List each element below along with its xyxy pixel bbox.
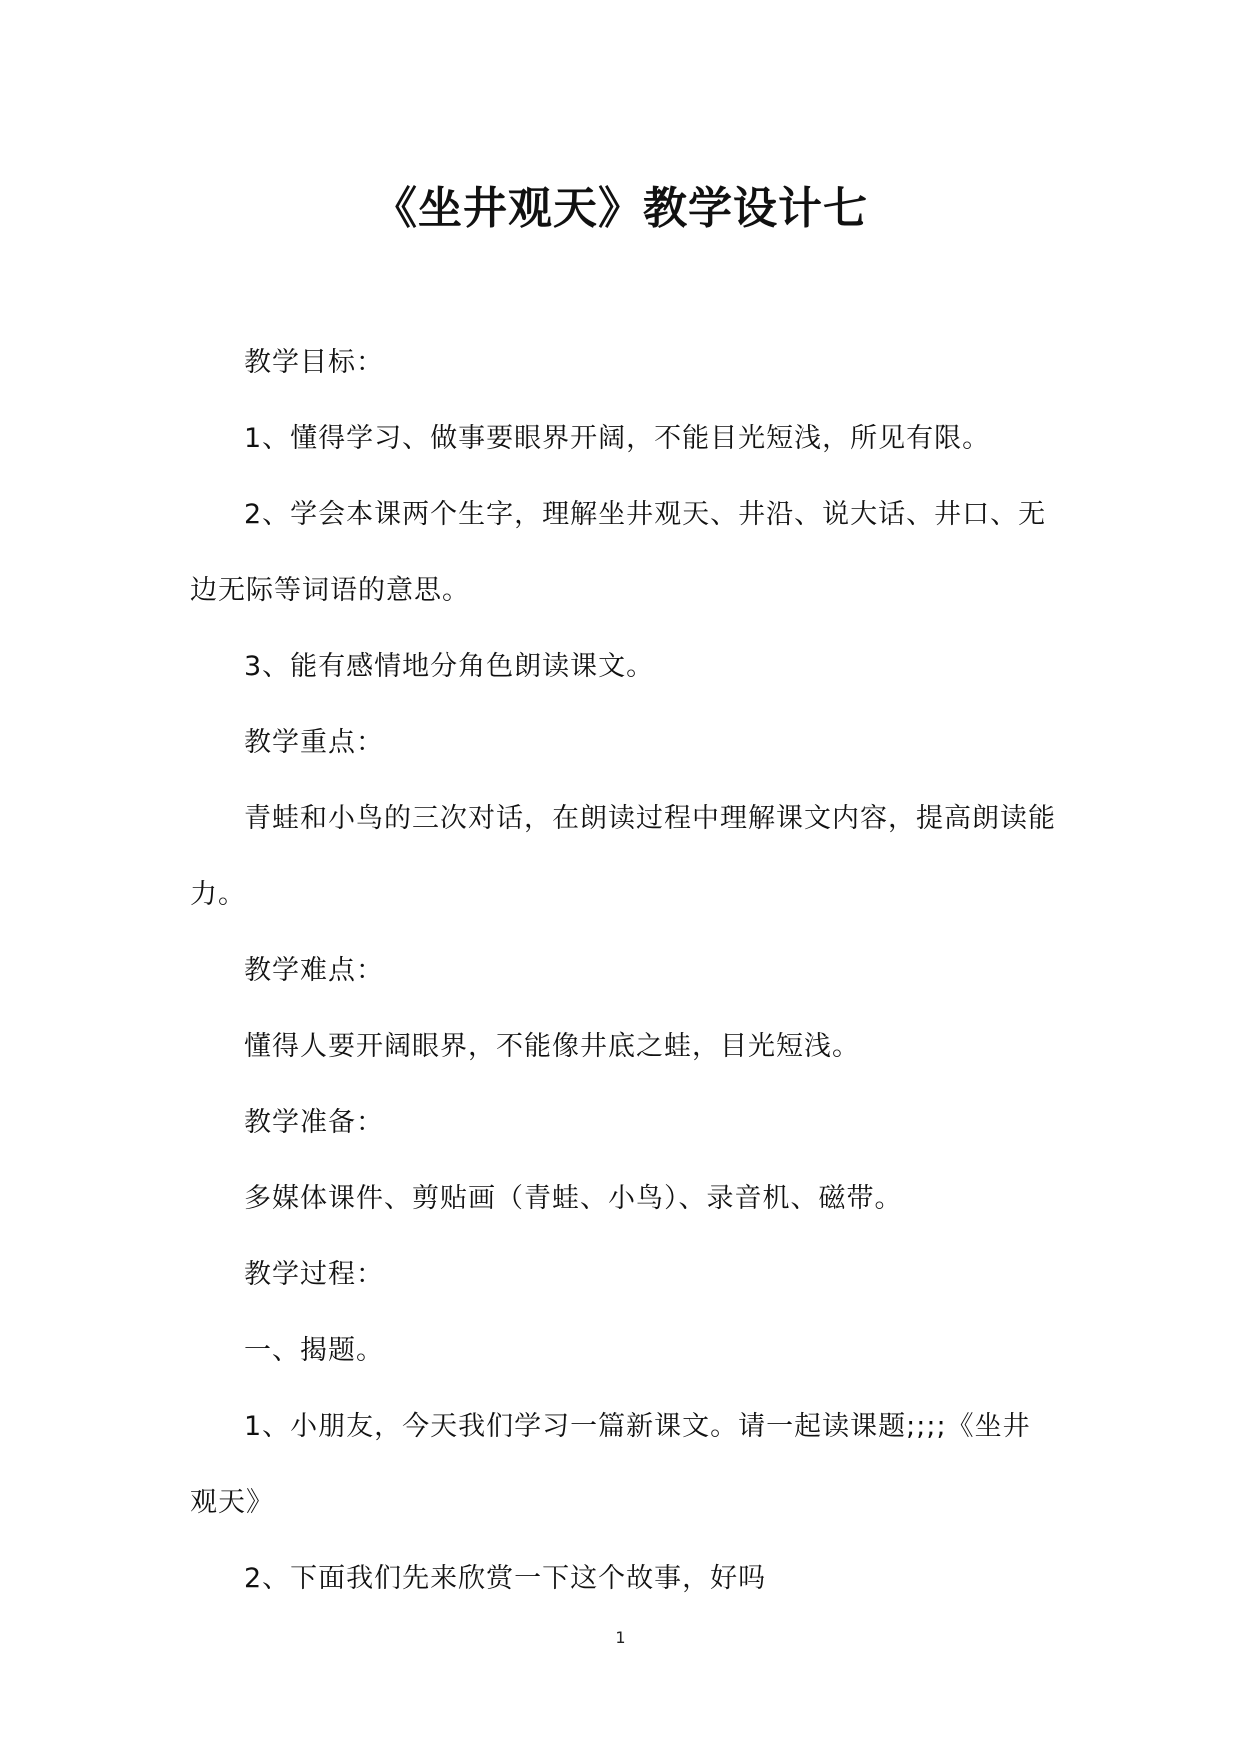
paragraph: 教学过程： xyxy=(244,1259,384,1290)
paragraph: 1、懂得学习、做事要眼界开阔，不能目光短浅，所见有限。 xyxy=(244,423,991,454)
paragraph: 教学难点： xyxy=(244,955,384,986)
document-body xyxy=(190,325,1058,1617)
paragraph: 教学目标： xyxy=(244,347,384,378)
paragraph: 2、学会本课两个生字，理解坐井观天、井沿、说大话、井口、无边无际等词语的意思。 xyxy=(190,499,1047,606)
paragraph: 多媒体课件、剪贴画（青蛙、小鸟）、录音机、磁带。 xyxy=(244,1183,903,1214)
paragraph: 一、揭题。 xyxy=(244,1335,384,1366)
document-title: 《坐井观天》教学设计七 xyxy=(373,183,868,235)
paragraph: 2、下面我们先来欣赏一下这个故事，好吗 xyxy=(244,1563,767,1594)
paragraph: 教学准备： xyxy=(244,1107,384,1138)
paragraph: 1、小朋友，今天我们学习一篇新课文。请一起读课题;;;;《坐井观天》 xyxy=(190,1411,1031,1518)
paragraph: 青蛙和小鸟的三次对话，在朗读过程中理解课文内容，提高朗读能力。 xyxy=(190,803,1056,910)
paragraph: 教学重点： xyxy=(244,727,384,758)
paragraph: 懂得人要开阔眼界，不能像井底之蛙，目光短浅。 xyxy=(244,1031,860,1062)
paragraph: 3、能有感情地分角色朗读课文。 xyxy=(244,651,655,682)
page-number: 1 xyxy=(615,1628,626,1647)
